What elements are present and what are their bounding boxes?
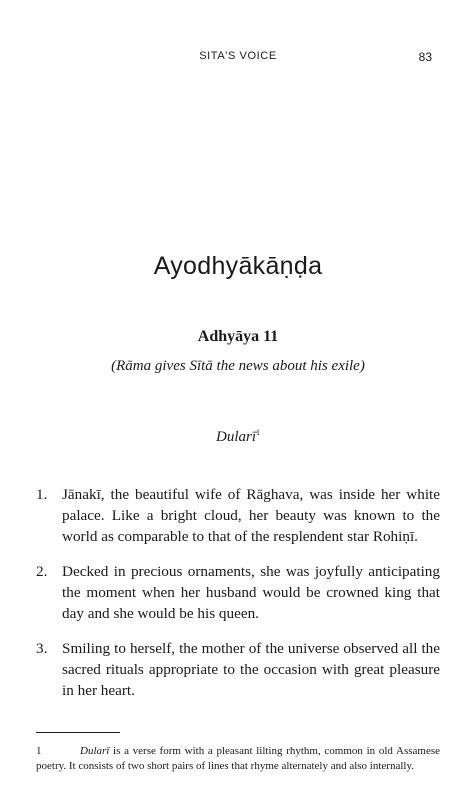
verse-item	[36, 561, 440, 624]
footnote-text: is a verse form with a pleasant lilting rhythm, common in old Assamese poetry. It consists of two short pairs of lines that rhyme alternately and also internally.	[36, 745, 440, 772]
footnote	[36, 744, 440, 774]
footnote-number: 1	[36, 745, 42, 757]
verse-item	[36, 638, 440, 701]
verse-number: 3.	[36, 640, 48, 657]
verse-form-label	[0, 428, 476, 446]
verse-text: Jānakī, the beautiful wife of Rāghava, was inside her white palace. Like a bright cloud, her beauty was known to the world as comparable to that of the resplendent star Rohiṇī.	[62, 486, 440, 545]
verse-form-name: Dularī	[215, 429, 256, 445]
footnote-term: Dularī	[80, 745, 110, 757]
verse-text: Smiling to herself, the mother of the universe observed all the sacred rituals appropriate to the occasion with great pleasure in her heart.	[62, 640, 440, 699]
verse-item	[36, 484, 440, 547]
part-title: Ayodhyākāṇḍa	[153, 252, 323, 280]
page-number: 83	[418, 50, 432, 64]
footnote-divider	[36, 732, 120, 733]
chapter-subtitle: (Rāma gives Sītā the news about his exile)	[111, 358, 365, 374]
running-header	[0, 50, 476, 66]
chapter-heading: Adhyāya 11	[197, 328, 279, 345]
verse-number: 1.	[36, 486, 48, 503]
verse-number: 2.	[36, 563, 48, 580]
verse-text: Decked in precious ornaments, she was joyfully anticipating the moment when her husband would be crowned king that day and she would be his queen.	[62, 563, 440, 622]
verse-list	[36, 484, 440, 715]
footnote-reference: 1	[256, 428, 260, 437]
running-title: SITA'S VOICE	[199, 50, 277, 62]
